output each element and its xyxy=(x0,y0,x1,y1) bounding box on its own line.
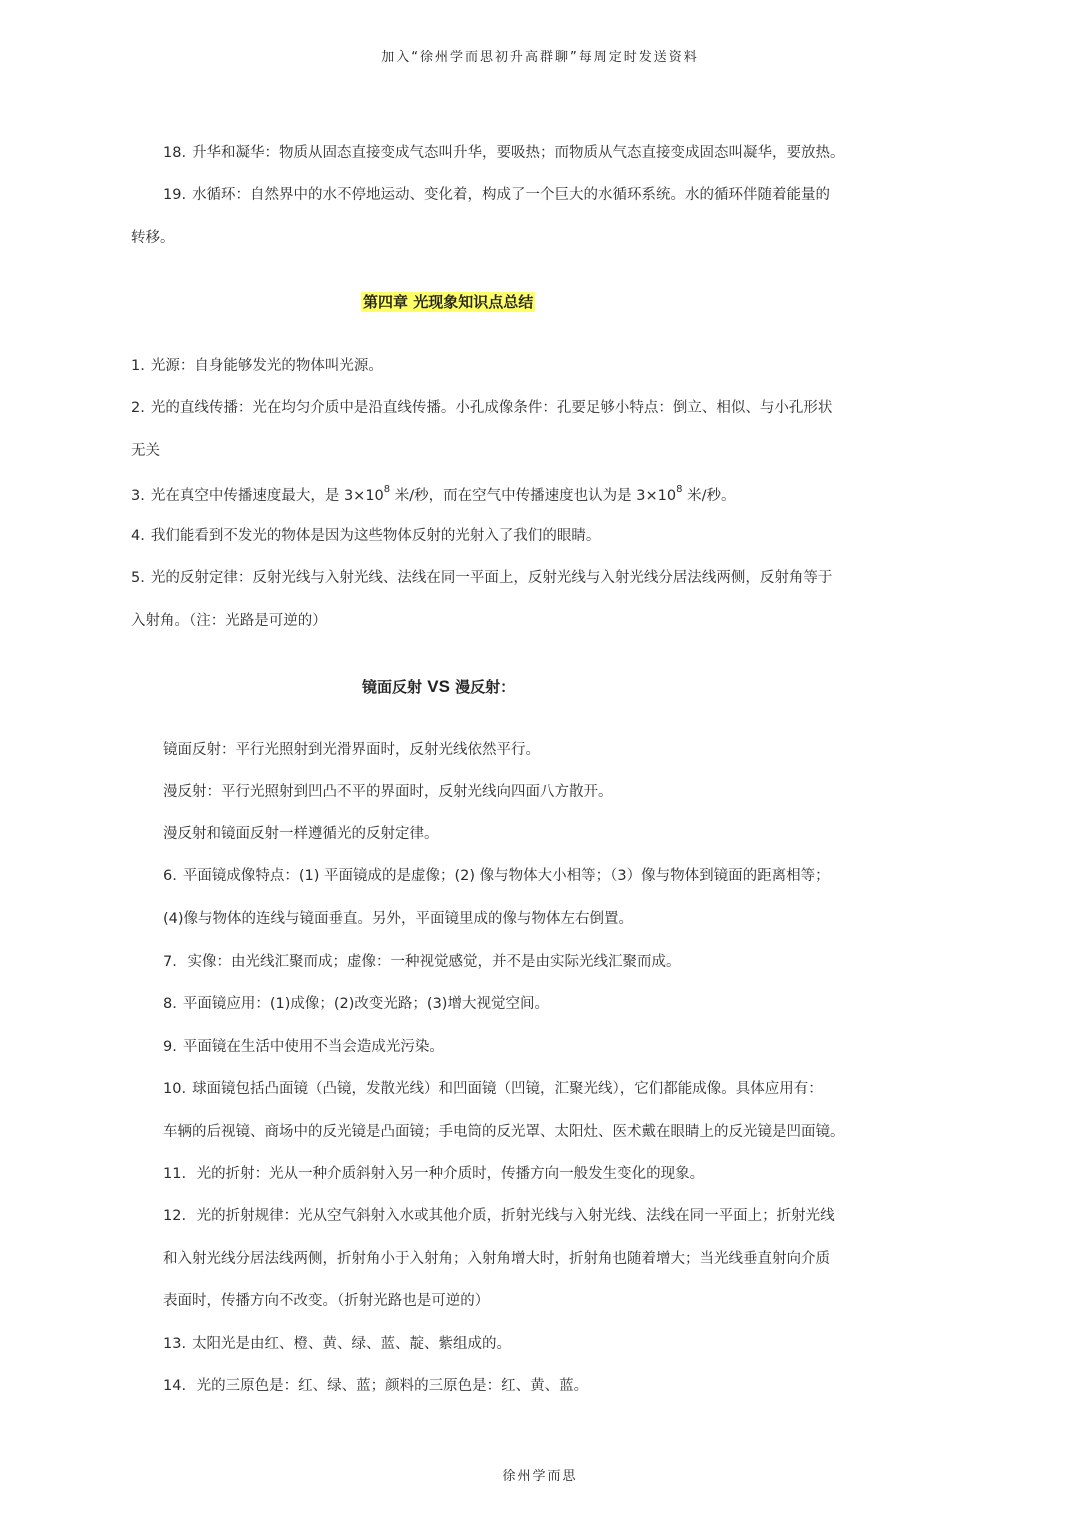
list-item: 9. 平面镜在生活中使用不当会造成光污染。 xyxy=(163,1039,444,1055)
paragraph: 镜面反射：平行光照射到光滑界面时，反射光线依然平行。 xyxy=(163,742,540,758)
page-header: 加入“徐州学而思初升高群聊”每周定时发送资料 xyxy=(381,50,699,65)
chapter-title: 第四章 光现象知识点总结 xyxy=(363,293,534,311)
list-item-continuation: 无关 xyxy=(131,443,160,459)
list-item-continuation: 车辆的后视镜、商场中的反光镜是凸面镜；手电筒的反光罩、太阳灶、医术戴在眼睛上的反光镜是凹面镜。 xyxy=(163,1124,845,1140)
list-item-continuation: 表面时，传播方向不改变。（折射光路也是可逆的） xyxy=(163,1293,490,1309)
list-item-continuation: 转移。 xyxy=(131,230,175,246)
list-item: 18. 升华和凝华：物质从固态直接变成气态叫升华，要吸热；而物质从气态直接变成固态叫凝华，要放热。 xyxy=(163,145,845,161)
list-item: 14. 光的三原色是：红、绿、蓝；颜料的三原色是：红、黄、蓝。 xyxy=(163,1378,589,1394)
list-item: 10. 球面镜包括凸面镜（凸镜，发散光线）和凹面镜（凹镜，汇聚光线），它们都能成像。具体应用有： xyxy=(163,1081,823,1097)
section-subtitle: 镜面反射 VS 漫反射： xyxy=(362,677,516,696)
list-item-continuation: 入射角。（注：光路是可逆的） xyxy=(131,613,327,629)
list-item: 3. 光在真空中传播速度最大，是 $3\times 10^8$ 米/秒，而在空气中传播速度也认为是 $3\times 10^8$ 米/秒。 xyxy=(131,484,736,504)
list-item: 4. 我们能看到不发光的物体是因为这些物体反射的光射入了我们的眼睛。 xyxy=(131,528,601,544)
list-item: 13. 太阳光是由红、橙、黄、绿、蓝、靛、紫组成的。 xyxy=(163,1336,512,1352)
list-item: 19. 水循环：自然界中的水不停地运动、变化着，构成了一个巨大的水循环系统。水的循环伴随着能量的 xyxy=(163,187,831,203)
list-item: 11. 光的折射：光从一种介质斜射入另一种介质时，传播方向一般发生变化的现象。 xyxy=(163,1166,705,1182)
page-footer: 徐州学而思 xyxy=(502,1469,578,1484)
paragraph: 漫反射和镜面反射一样遵循光的反射定律。 xyxy=(163,826,439,842)
list-item-continuation: (4)像与物体的连线与镜面垂直。另外，平面镜里成的像与物体左右倒置。 xyxy=(163,911,634,927)
list-item-continuation: 和入射光线分居法线两侧，折射角小于入射角；入射角增大时，折射角也随着增大；当光线垂直射向介质 xyxy=(163,1251,830,1267)
list-item: 12. 光的折射规律：光从空气斜射入水或其他介质，折射光线与入射光线、法线在同一平面上；折射光线 xyxy=(163,1208,835,1224)
list-item: 6. 平面镜成像特点：(1) 平面镜成的是虚像；(2) 像与物体大小相等；（3）像与物体到镜面的距离相等； xyxy=(163,868,830,884)
list-item: 5. 光的反射定律：反射光线与入射光线、法线在同一平面上，反射光线与入射光线分居法线两侧，反射角等于 xyxy=(131,570,833,586)
list-item: 7. 实像：由光线汇聚而成；虚像：一种视觉感觉，并不是由实际光线汇聚而成。 xyxy=(163,954,681,970)
list-item: 2. 光的直线传播：光在均匀介质中是沿直线传播。小孔成像条件：孔要足够小特点：倒立、相似、与小孔形状 xyxy=(131,400,833,416)
list-item: 8. 平面镜应用：(1)成像；(2)改变光路；(3)增大视觉空间。 xyxy=(163,996,549,1012)
paragraph: 漫反射：平行光照射到凹凸不平的界面时，反射光线向四面八方散开。 xyxy=(163,784,613,800)
list-item: 1. 光源：自身能够发光的物体叫光源。 xyxy=(131,358,383,374)
